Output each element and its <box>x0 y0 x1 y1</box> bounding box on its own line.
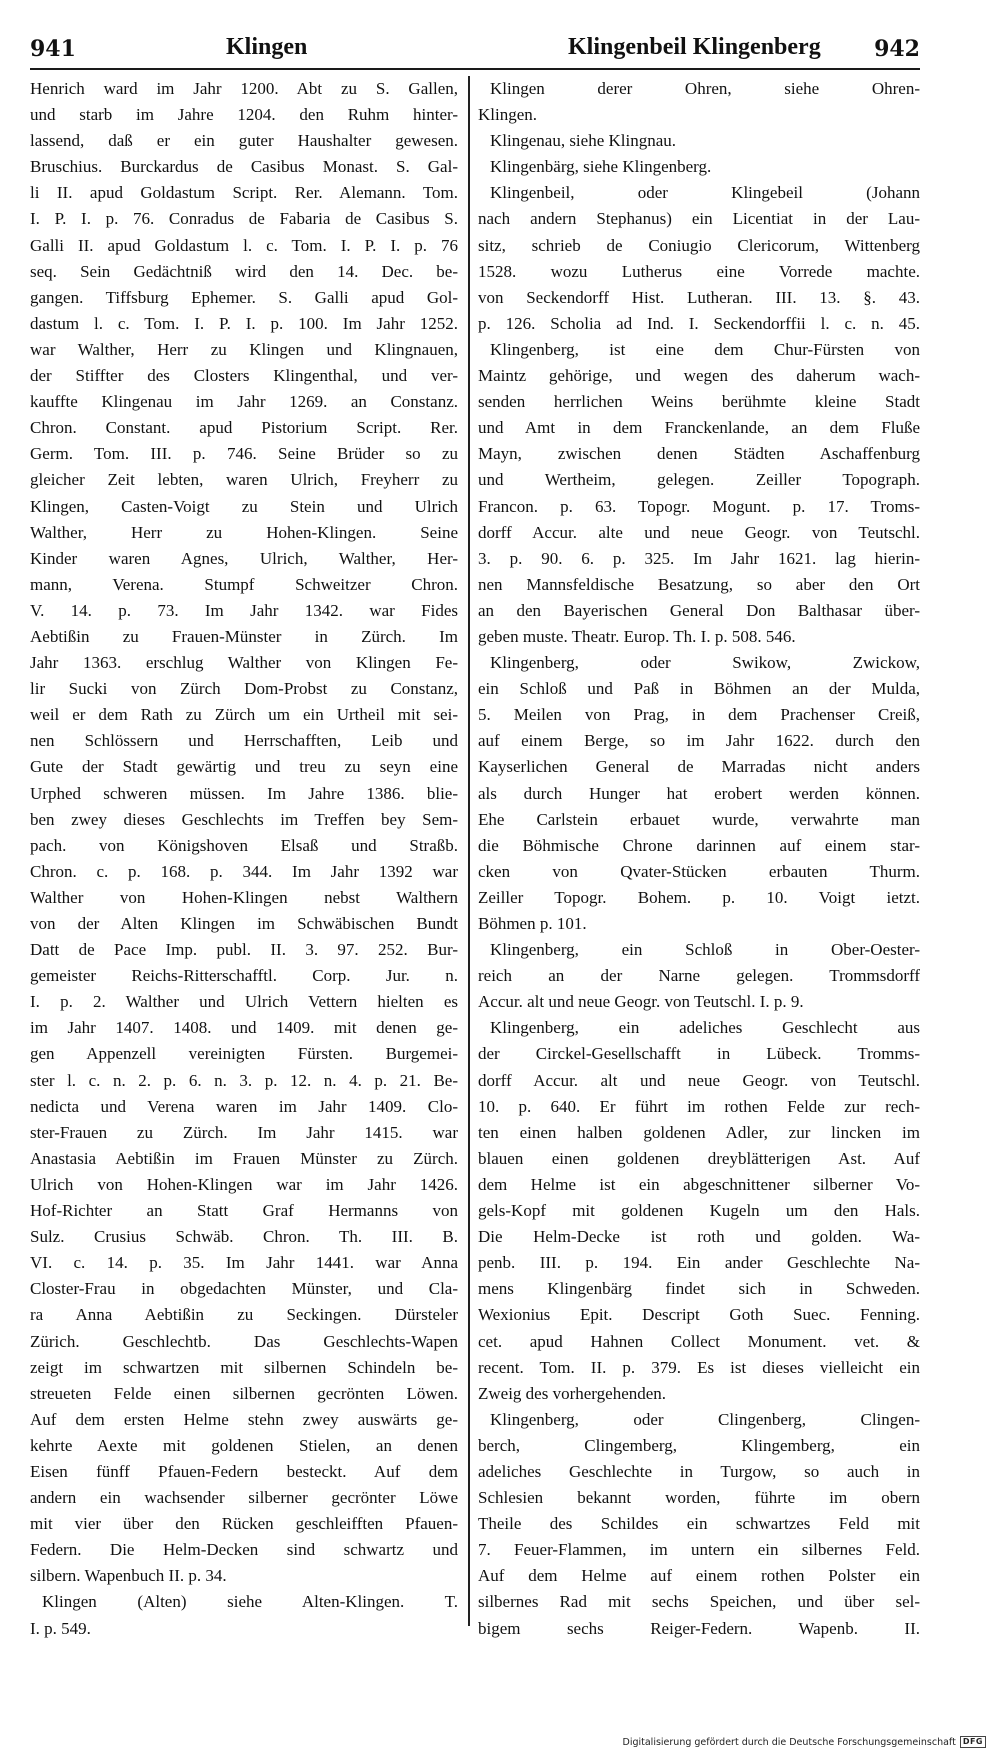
footer-credit: Digitalisierung gefördert durch die Deutsche Forschungsgemeinschaft <box>622 1736 956 1748</box>
text-line: zeigt im schwartzen mit silbernen Schindeln be- <box>30 1357 458 1377</box>
text-line: reich an der Narne gelegen. Trommsdorff <box>478 966 920 986</box>
text-line: Aebtißin zu Frauen-Münster in Zürch. Im <box>30 626 458 646</box>
text-line: lir Sucki von Zürch Dom-Probst zu Constanz, <box>30 679 458 699</box>
text-line: Klingenbärg, siehe Klingenberg. <box>490 157 712 177</box>
text-line: silbernes Rad mit sechs Speichen, und über sel- <box>478 1592 920 1612</box>
text-line: sitz, schrieb de Coniugio Clericorum, Wittenberg <box>478 235 920 255</box>
text-line: und starb im Jahre 1204. den Ruhm hinter- <box>30 105 458 125</box>
text-line: Eisen fünff Pfauen-Federn besteckt. Auf dem <box>30 1461 458 1481</box>
text-line: von Seckendorff Hist. Lutheran. III. 13. §. 43. <box>478 287 920 307</box>
text-line: Walther von Hohen-Klingen nebst Walthern <box>30 887 458 907</box>
text-line: Hof-Richter an Statt Graf Hermanns von <box>30 1201 458 1221</box>
text-line: pach. von Königshoven Elsaß und Straßb. <box>30 835 458 855</box>
text-line: Klingen (Alten) siehe Alten-Klingen. T. <box>42 1592 458 1612</box>
text-line: senden herrlichen Weins berühmte kleine Stadt <box>478 392 920 412</box>
text-line: Ehe Carlstein erbauet wurde, verwahrte man <box>478 809 920 829</box>
text-line: dorff Accur. alte und neue Geogr. von Teutschl. <box>478 522 920 542</box>
text-line: Walther, Herr zu Hohen-Klingen. Seine <box>30 522 458 542</box>
text-line: nen Schlössern und Herrschafften, Leib und <box>30 731 458 751</box>
text-line: bigem sechs Reiger-Federn. Wapenb. II. <box>478 1618 920 1638</box>
column-divider <box>468 76 470 1626</box>
text-line: penb. III. p. 194. Ein ander Geschlechte Na- <box>478 1253 920 1273</box>
text-line: ra Anna Aebtißin zu Seckingen. Dürsteler <box>30 1305 458 1325</box>
text-line: gels-Kopf mit goldenen Kugeln um den Hals. <box>478 1201 920 1221</box>
text-line: und Wertheim, gelegen. Zeiller Topograph. <box>478 470 920 490</box>
text-line: Kayserlichen General de Marradas nicht anders <box>478 757 920 777</box>
left-column <box>30 76 458 1641</box>
text-line: ten einen halben goldenen Adler, zur lincken im <box>478 1122 920 1142</box>
text-line: Jahr 1363. erschlug Walther von Klingen Fe- <box>30 653 458 673</box>
text-line: Kinder waren Agnes, Ulrich, Walther, Her- <box>30 548 458 568</box>
text-line: recent. Tom. II. p. 379. Es ist dieses vielleicht ein <box>478 1357 920 1377</box>
text-line: Klingen, Casten-Voigt zu Stein und Ulrich <box>30 496 458 516</box>
text-line: Klingenberg, oder Swikow, Zwickow, <box>490 653 920 673</box>
text-line: Chron. c. p. 168. p. 344. Im Jahr 1392 war <box>30 861 458 881</box>
text-line: der Stiffter des Closters Klingenthal, und ver- <box>30 366 458 386</box>
text-line: mann, Verena. Stumpf Schweitzer Chron. <box>30 574 458 594</box>
text-line: li II. apud Goldastum Script. Rer. Alemann. Tom. <box>30 183 458 203</box>
text-line: und Amt in dem Franckenlande, an dem Fluße <box>478 418 920 438</box>
text-line: p. 126. Scholia ad Ind. I. Seckendorffii l. c. n. 45. <box>478 313 920 333</box>
text-line: im Jahr 1407. 1408. und 1409. mit denen ge- <box>30 1018 458 1038</box>
text-line: Maintz gehörige, und wegen des daherum wach- <box>478 366 920 386</box>
text-line: Klingen. <box>478 105 538 125</box>
text-line: als durch Hunger hat erobert werden können. <box>478 783 920 803</box>
text-line: lassend, daß er ein guter Haushalter gewesen. <box>30 131 458 151</box>
text-line: gen Appenzell vereinigten Fürsten. Burgemei- <box>30 1044 458 1064</box>
text-line: weil er dem Rath zu Zürch um ein Urtheil mit sei- <box>30 705 458 725</box>
text-line: gemeister Reichs-Ritterschafftl. Corp. Jur. n. <box>30 966 458 986</box>
text-line: silbern. Wapenbuch II. p. 34. <box>30 1566 227 1586</box>
text-line: die Böhmische Chrone darinnen auf einem star- <box>478 835 920 855</box>
text-line: 3. p. 90. 6. p. 325. Im Jahr 1621. lag hierin- <box>478 548 920 568</box>
text-line: von der Alten Klingen im Schwäbischen Bundt <box>30 914 458 933</box>
text-line: Ulrich von Hohen-Klingen war im Jahr 1426. <box>30 1174 458 1194</box>
left-headword: Klingen <box>226 34 308 60</box>
text-line: blauen einen goldenen dreyblätterigen Ast. Auf <box>478 1148 920 1168</box>
text-line: Klingenberg, ist eine dem Chur-Fürsten von <box>490 339 920 359</box>
text-line: andern ein wachsender silberner gecrönter Löwe <box>30 1488 458 1508</box>
text-line: kauffte Klingenau im Jahr 1269. an Constanz. <box>30 392 458 412</box>
text-line: I. P. I. p. 76. Conradus de Fabaria de Casibus S. <box>30 209 458 229</box>
text-line: Germ. Tom. III. p. 746. Seine Brüder so zu <box>30 444 458 464</box>
text-line: Zeiller Topogr. Bohem. p. 10. Voigt ietzt. <box>478 887 920 907</box>
text-line: dorff Accur. alt und neue Geogr. von Teutschl. <box>478 1070 920 1090</box>
text-line: 5. Meilen von Prag, in dem Prachenser Creiß, <box>478 705 920 725</box>
text-line: VI. c. 14. p. 35. Im Jahr 1441. war Anna <box>30 1253 458 1273</box>
text-line: streueten Felde einen silbernen gecrönten Löwen. <box>30 1383 458 1403</box>
text-line: Klingenau, siehe Klingnau. <box>490 131 677 151</box>
text-line: adeliches Geschlechte in Turgow, so auch in <box>478 1461 920 1481</box>
text-line: Bruschius. Burckardus de Casibus Monast. S. Gal- <box>30 157 458 177</box>
text-line: Federn. Die Helm-Decken sind schwartz und <box>30 1540 458 1560</box>
text-line: Mayn, zwischen denen Städten Aschaffenburg <box>478 444 920 464</box>
text-line: Francon. p. 63. Topogr. Mogunt. p. 17. Troms- <box>478 496 920 516</box>
right-page-number: 942 <box>874 36 920 62</box>
text-line: Urphed schweren müssen. Im Jahre 1386. blie- <box>30 783 458 803</box>
text-line: geben muste. Theatr. Europ. Th. I. p. 508. 546. <box>478 626 796 646</box>
text-line: berch, Clingemberg, Klingemberg, ein <box>478 1435 920 1455</box>
text-line: Datt de Pace Imp. publ. II. 3. 97. 252. Bur- <box>30 940 458 960</box>
text-line: Chron. Constant. apud Pistorium Script. Rer. <box>30 418 458 438</box>
text-line: ster-Frauen zu Zürch. Im Jahr 1415. war <box>30 1122 458 1142</box>
text-line: Klingenbeil, oder Klingebeil (Johann <box>490 183 920 203</box>
text-line: Closter-Frau in obgedachten Münster, und Cla- <box>30 1279 458 1299</box>
text-line: dastum l. c. Tom. I. P. I. p. 100. Im Jahr 1252. <box>30 313 458 333</box>
text-line: seq. Sein Gedächtniß wird den 14. Dec. be- <box>30 261 458 281</box>
text-line: nedicta und Verena waren im Jahr 1409. Clo- <box>30 1096 458 1116</box>
text-line: Schlesien bekannt worden, führte im obern <box>478 1488 920 1508</box>
text-line: Die Helm-Decke ist roth und golden. Wa- <box>478 1227 920 1247</box>
text-line: Accur. alt und neue Geogr. von Teutschl. I. p. 9. <box>478 992 804 1012</box>
text-line: Anastasia Aebtißin im Frauen Münster zu Zürch. <box>30 1148 458 1168</box>
text-line: Zweig des vorhergehenden. <box>478 1383 667 1403</box>
text-line: nen Mannsfeldische Besatzung, so aber den Ort <box>478 574 920 594</box>
text-line: Böhmen p. 101. <box>478 914 587 933</box>
text-line: 10. p. 640. Er führt im rothen Felde zur rech- <box>478 1096 920 1116</box>
right-column <box>478 76 920 1641</box>
text-line: Auf dem ersten Helme stehn zwey auswärts ge- <box>30 1409 458 1429</box>
text-line: ster l. c. n. 2. p. 6. n. 3. p. 12. n. 4. p. 21. Be- <box>30 1070 458 1090</box>
text-line: Klingenberg, ein adeliches Geschlecht aus <box>490 1018 920 1038</box>
right-headword: Klingenbeil Klingenberg <box>568 34 821 60</box>
running-header <box>30 34 920 70</box>
text-line: auf einem Berge, so im Jahr 1622. durch den <box>478 731 920 751</box>
text-line: mens Klingenbärg findet sich in Schweden. <box>478 1279 920 1299</box>
text-line: Klingenberg, ein Schloß in Ober-Oester- <box>490 940 920 960</box>
text-line: Gute der Stadt gewärtig und treu zu seyn eine <box>30 757 458 777</box>
text-line: Klingen derer Ohren, siehe Ohren- <box>490 79 920 98</box>
text-line: Theile des Schildes ein schwartzes Feld mit <box>478 1514 920 1534</box>
text-line: I. p. 2. Walther und Ulrich Vettern hielten es <box>30 992 458 1012</box>
text-line: kehrte Aexte mit goldenen Stielen, an denen <box>30 1435 458 1455</box>
text-line: mit vier über den Rücken geschleifften Pfauen- <box>30 1514 458 1534</box>
text-line: Galli II. apud Goldastum l. c. Tom. I. P. I. p. 76 <box>30 235 458 255</box>
text-line: dem Helme ist ein abgeschnittener silberner Vo- <box>478 1174 920 1194</box>
text-line: Sulz. Crusius Schwäb. Chron. Th. III. B. <box>30 1227 458 1247</box>
text-line: ein Schloß und Paß in Böhmen an der Mulda, <box>478 679 920 699</box>
text-line: Wexionius Epit. Descript Goth Suec. Fenning. <box>478 1305 920 1325</box>
text-line: an den Bayerischen General Don Balthasar über- <box>478 600 920 620</box>
text-line: cet. apud Hahnen Collect Monument. vet. & <box>478 1331 920 1351</box>
text-line: cken von Qvater-Stücken erbauten Thurm. <box>478 861 920 881</box>
text-line: 1528. wozu Lutherus eine Vorrede machte. <box>478 261 920 281</box>
text-line: I. p. 549. <box>30 1618 91 1638</box>
text-line: gleicher Zeit lebten, waren Ulrich, Freyherr zu <box>30 470 458 490</box>
text-line: nach andern Stephanus) ein Licentiat in der Lau- <box>478 209 920 229</box>
text-line: war Walther, Herr zu Klingen und Klingnauen, <box>30 339 458 359</box>
text-line: ben zwey dieses Geschlechts im Treffen bey Sem- <box>30 809 458 829</box>
text-line: der Circkel-Gesellschafft in Lübeck. Tromms- <box>478 1044 920 1064</box>
text-line: 7. Feuer-Flammen, im untern ein silbernes Feld. <box>478 1540 920 1560</box>
text-line: Zürich. Geschlechtb. Das Geschlechts-Wapen <box>30 1331 458 1351</box>
dfg-logo: DFG <box>960 1736 986 1748</box>
left-page-number: 941 <box>30 36 76 62</box>
text-line: Auf dem Helme auf einem rothen Polster ein <box>478 1566 920 1586</box>
digitization-footer <box>623 1736 986 1748</box>
text-line: Henrich ward im Jahr 1200. Abt zu S. Gallen, <box>30 79 458 98</box>
text-line: V. 14. p. 73. Im Jahr 1342. war Fides <box>30 600 458 620</box>
text-line: gangen. Tiffsburg Ephemer. S. Galli apud Gol- <box>30 287 458 307</box>
text-line: Klingenberg, oder Clingenberg, Clingen- <box>490 1409 920 1429</box>
